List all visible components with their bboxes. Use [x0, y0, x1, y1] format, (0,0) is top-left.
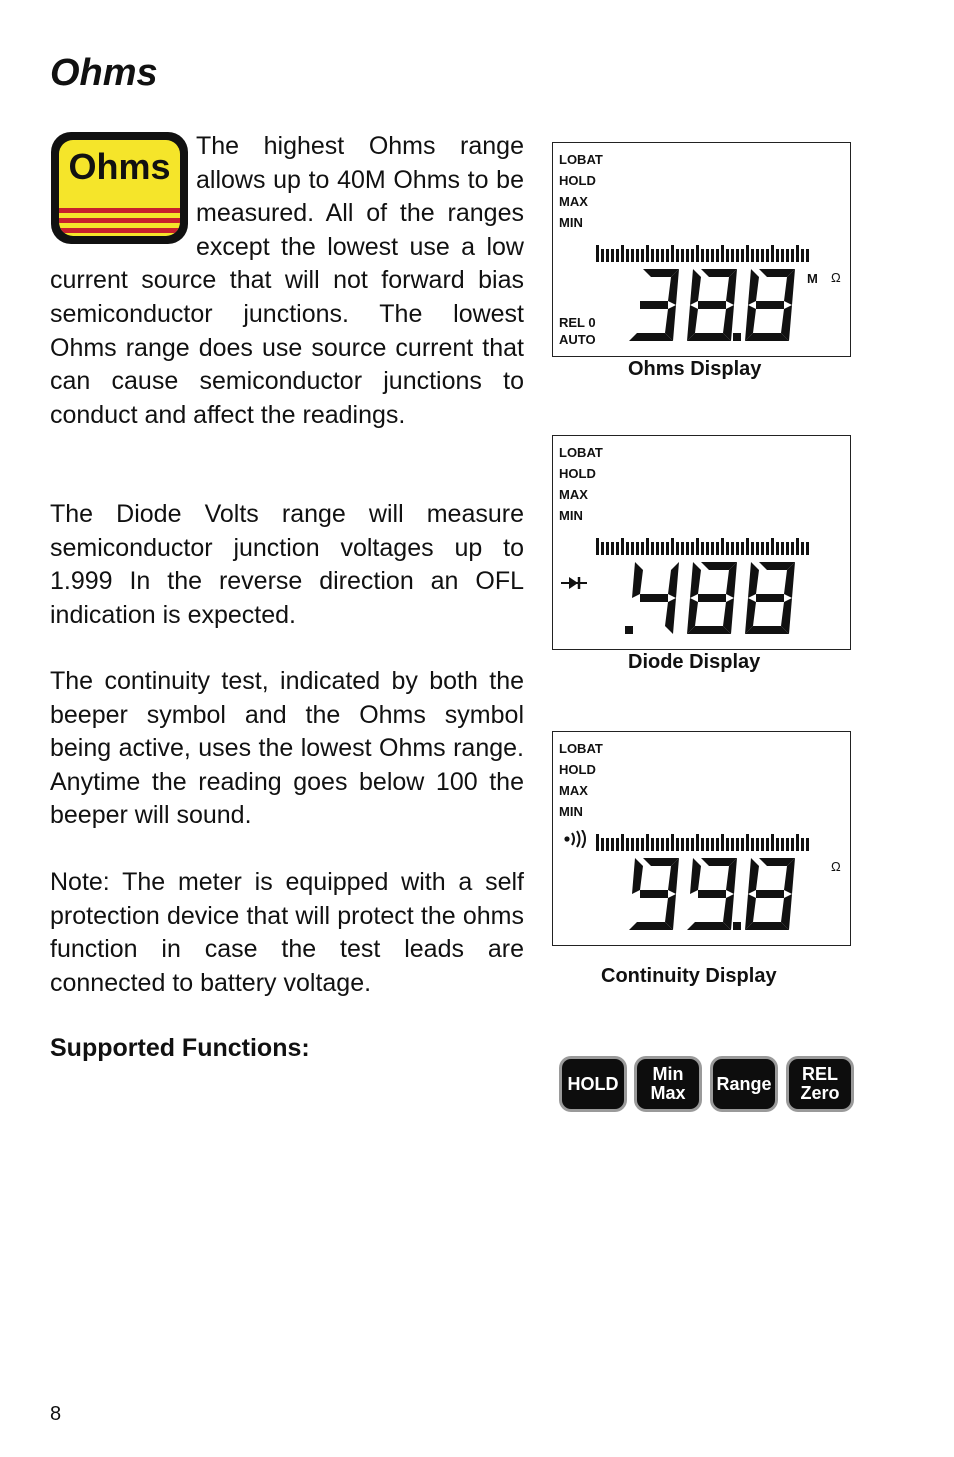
segment-f	[748, 858, 759, 894]
max-annunciator: MAX	[559, 783, 588, 798]
supported-functions-heading: Supported Functions:	[50, 1034, 310, 1062]
decimal-point	[733, 922, 741, 930]
ohm-symbol: Ω	[831, 270, 841, 285]
continuity-display-caption: Continuity Display	[601, 965, 777, 987]
seven-segment-readout	[625, 854, 805, 940]
rel-zero-annunciator: REL 0	[559, 315, 596, 330]
segment-g	[698, 890, 726, 898]
decimal-point	[625, 626, 633, 634]
hold-annunciator: HOLD	[559, 173, 596, 188]
segment-c	[665, 598, 676, 634]
segment-g	[756, 594, 784, 602]
segment-g	[698, 301, 726, 309]
badge-label: Ohms	[68, 146, 171, 187]
segment-f	[748, 562, 759, 598]
seven-segment-readout	[625, 265, 805, 351]
min-annunciator: MIN	[559, 508, 583, 523]
page-number: 8	[50, 1403, 62, 1425]
ohms-lcd-display	[552, 142, 851, 357]
min-max-button[interactable]: Min Max	[637, 1059, 699, 1109]
segment-g	[756, 890, 784, 898]
max-annunciator: MAX	[559, 487, 588, 502]
paragraph-ohms-range: The highest Ohms range allows up to 40M Ohms to be measured. All of the ranges except the lowest use a low current source that will not forward bias semiconductor junctions. The lowest Ohms range does use source current that can cause semiconductor junctions to conduct and affect the readings.	[50, 132, 524, 429]
segment-f	[690, 562, 701, 598]
paragraph-note: Note: The meter is equipped with a self protection device that will protect the ohms function in case the test leads are connected to battery voltage.	[50, 868, 524, 997]
rel-zero-button[interactable]: REL Zero	[789, 1059, 851, 1109]
diode-lcd-display	[552, 435, 851, 650]
hold-button[interactable]: HOLD	[562, 1059, 624, 1109]
segment-f	[690, 858, 701, 894]
max-annunciator: MAX	[559, 194, 588, 209]
diode-display-caption: Diode Display	[628, 651, 761, 673]
beeper-icon	[563, 830, 589, 848]
segment-g	[640, 890, 668, 898]
min-annunciator: MIN	[559, 804, 583, 819]
segment-g	[640, 301, 668, 309]
segment-f	[632, 562, 643, 598]
page-title: Ohms	[50, 52, 158, 94]
hold-annunciator: HOLD	[559, 762, 596, 777]
lobat-annunciator: LOBAT	[559, 152, 603, 167]
lobat-annunciator: LOBAT	[559, 741, 603, 756]
decimal-point	[733, 333, 741, 341]
segment-f	[690, 269, 701, 305]
segment-g	[698, 594, 726, 602]
ohm-symbol: Ω	[831, 859, 841, 874]
lobat-annunciator: LOBAT	[559, 445, 603, 460]
segment-b	[668, 562, 679, 598]
seven-segment-readout	[625, 558, 805, 644]
auto-annunciator: AUTO	[559, 332, 596, 347]
segment-g	[756, 301, 784, 309]
segment-f	[632, 858, 643, 894]
diode-icon	[561, 575, 587, 591]
paragraph-diode: The Diode Volts range will measure semiconductor junction voltages up to 1.999 In the reverse direction an OFL indication is expected.	[50, 500, 524, 629]
mega-prefix: M	[807, 271, 818, 286]
segment-g	[640, 594, 668, 602]
range-button[interactable]: Range	[713, 1059, 775, 1109]
continuity-lcd-display	[552, 731, 851, 946]
ohms-display-caption: Ohms Display	[628, 358, 762, 380]
min-annunciator: MIN	[559, 215, 583, 230]
segment-f	[748, 269, 759, 305]
paragraph-continuity: The continuity test, indicated by both the beeper symbol and the Ohms symbol being active, uses the lowest Ohms range. Anytime the reading goes below 100 the beeper will sound.	[50, 667, 524, 830]
hold-annunciator: HOLD	[559, 466, 596, 481]
